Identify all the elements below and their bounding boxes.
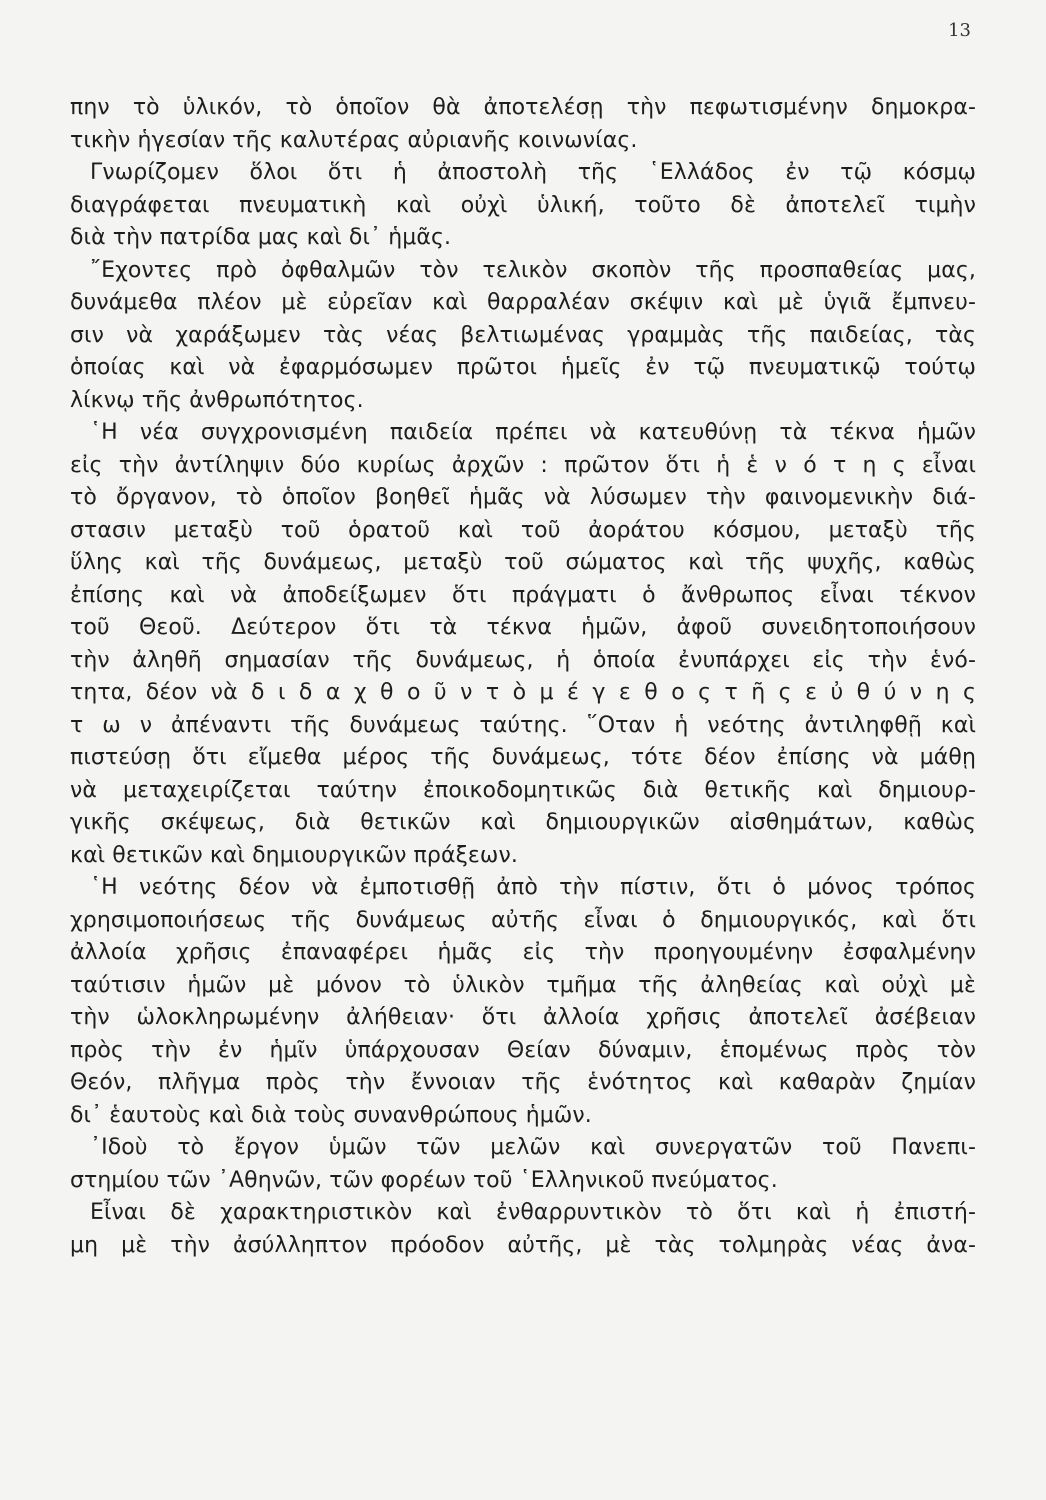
text-line: τὸ ὄργανον, τὸ ὁποῖον βοηθεῖ ἡμᾶς νὰ λύσωμεν τὴν φαινομενικὴν διά- (70, 485, 976, 510)
text-line: γικῆς σκέψεως, διὰ θετικῶν καὶ δημιουργικῶν αἰσθημάτων, καθὼς (70, 810, 976, 835)
text-line: ῾Η νέα συγχρονισμένη παιδεία πρέπει νὰ κατευθύνῃ τὰ τέκνα ἡμῶν (90, 420, 976, 445)
text-line: ὕλης καὶ τῆς δυνάμεως, μεταξὺ τοῦ σώματος καὶ τῆς ψυχῆς, καθὼς (70, 550, 976, 575)
text-line: εἰς τὴν ἀντίληψιν δύο κυρίως ἀρχῶν : πρῶτον ὅτι ἡ ἑ ν ό τ η ς εἶναι (70, 452, 976, 478)
text-line: τ ω ν ἀπέναντι τῆς δυνάμεως ταύτης. ῞Οταν ἡ νεότης ἀντιληφθῇ καὶ (70, 712, 976, 738)
text-line: καὶ θετικῶν καὶ δημιουργικῶν πράξεων. (70, 842, 518, 868)
text-line: ἀλλοία χρῆσις ἐπαναφέρει ἡμᾶς εἰς τὴν προηγουμένην ἐσφαλμένην (70, 940, 976, 965)
text-line: δυνάμεθα πλέον μὲ εὐρεῖαν καὶ θαρραλέαν σκέψιν καὶ μὲ ὑγιᾶ ἔμπνευ- (70, 290, 976, 315)
text-line: δι᾽ ἑαυτοὺς καὶ διὰ τοὺς συνανθρώπους ἡμῶν. (70, 1102, 592, 1128)
text-line: διὰ τὴν πατρίδα μας καὶ δι᾽ ἡμᾶς. (70, 225, 452, 250)
text-line: λίκνῳ τῆς ἀνθρωπότητος. (70, 387, 364, 413)
text-line: ῎Εχοντες πρὸ ὀφθαλμῶν τὸν τελικὸν σκοπὸν τῆς προσπαθείας μας, (90, 257, 976, 283)
text-line: στασιν μεταξὺ τοῦ ὁρατοῦ καὶ τοῦ ἀοράτου κόσμου, μεταξὺ τῆς (70, 517, 976, 543)
page-number: 13 (948, 20, 971, 41)
text-line: Θεόν, πλῆγμα πρὸς τὴν ἔννοιαν τῆς ἑνότητος καὶ καθαρὰν ζημίαν (70, 1070, 976, 1095)
text-line: τὴν ἀληθῆ σημασίαν τῆς δυνάμεως, ἡ ὁποία ἐνυπάρχει εἰς τὴν ἑνό- (70, 647, 976, 673)
text-line: πρὸς τὴν ἐν ἡμῖν ὑπάρχουσαν Θείαν δύναμιν, ἑπομένως πρὸς τὸν (70, 1037, 976, 1063)
text-body (70, 92, 976, 1262)
text-line: χρησιμοποιήσεως τῆς δυνάμεως αὐτῆς εἶναι ὁ δημιουργικός, καὶ ὅτι (70, 907, 976, 933)
text-line: ᾽Ιδοὺ τὸ ἔργον ὑμῶν τῶν μελῶν καὶ συνεργατῶν τοῦ Πανεπι- (90, 1135, 976, 1160)
text-line: ταύτισιν ἡμῶν μὲ μόνον τὸ ὑλικὸν τμῆμα τῆς ἀληθείας καὶ οὐχὶ μὲ (70, 972, 976, 998)
text-line: τὴν ὡλοκληρωμένην ἀλήθειαν· ὅτι ἀλλοία χρῆσις ἀποτελεῖ ἀσέβειαν (70, 1005, 976, 1030)
text-line: τητα, δέον νὰ δ ι δ α χ θ ο ῦ ν τ ὸ μ έ γ ε θ ο ς τ ῆ ς ε ὐ θ ύ ν η ς (70, 680, 976, 705)
text-line: σιν νὰ χαράξωμεν τὰς νέας βελτιωμένας γραμμὰς τῆς παιδείας, τὰς (70, 322, 976, 348)
text-line: ῾Η νεότης δέον νὰ ἐμποτισθῇ ἀπὸ τὴν πίστιν, ὅτι ὁ μόνος τρόπος (90, 875, 976, 900)
text-line: πην τὸ ὑλικόν, τὸ ὁποῖον θὰ ἀποτελέσῃ τὴν πεφωτισμένην δημοκρα- (70, 95, 976, 120)
text-line: Εἶναι δὲ χαρακτηριστικὸν καὶ ἐνθαρρυντικὸν τὸ ὅτι καὶ ἡ ἐπιστή- (90, 1200, 976, 1225)
text-line: τικὴν ἡγεσίαν τῆς καλυτέρας αὐριανῆς κοινωνίας. (70, 127, 638, 153)
text-line: νὰ μεταχειρίζεται ταύτην ἐποικοδομητικῶς διὰ θετικῆς καὶ δημιουρ- (70, 777, 976, 803)
text-line: στημίου τῶν ᾽Αθηνῶν, τῶν φορέων τοῦ ῾Ελληνικοῦ πνεύματος. (70, 1167, 778, 1193)
text-line: πιστεύσῃ ὅτι εἴμεθα μέρος τῆς δυνάμεως, τότε δέον ἐπίσης νὰ μάθῃ (70, 745, 976, 770)
text-line: Γνωρίζομεν ὅλοι ὅτι ἡ ἀποστολὴ τῆς ῾Ελλάδος ἐν τῷ κόσμῳ (90, 160, 976, 185)
text-line: ὁποίας καὶ νὰ ἐφαρμόσωμεν πρῶτοι ἡμεῖς ἐν τῷ πνευματικῷ τούτῳ (70, 355, 976, 380)
text-line: ἐπίσης καὶ νὰ ἀποδείξωμεν ὅτι πράγματι ὁ ἄνθρωπος εἶναι τέκνον (70, 582, 976, 608)
text-line: τοῦ Θεοῦ. Δεύτερον ὅτι τὰ τέκνα ἡμῶν, ἀφοῦ συνειδητοποιήσουν (70, 615, 976, 640)
text-line: μη μὲ τὴν ἀσύλληπτον πρόοδον αὐτῆς, μὲ τὰς τολμηρὰς νέας ἀνα- (70, 1232, 976, 1258)
text-line: διαγράφεται πνευματικὴ καὶ οὐχὶ ὑλική, τοῦτο δὲ ἀποτελεῖ τιμὴν (70, 192, 976, 218)
